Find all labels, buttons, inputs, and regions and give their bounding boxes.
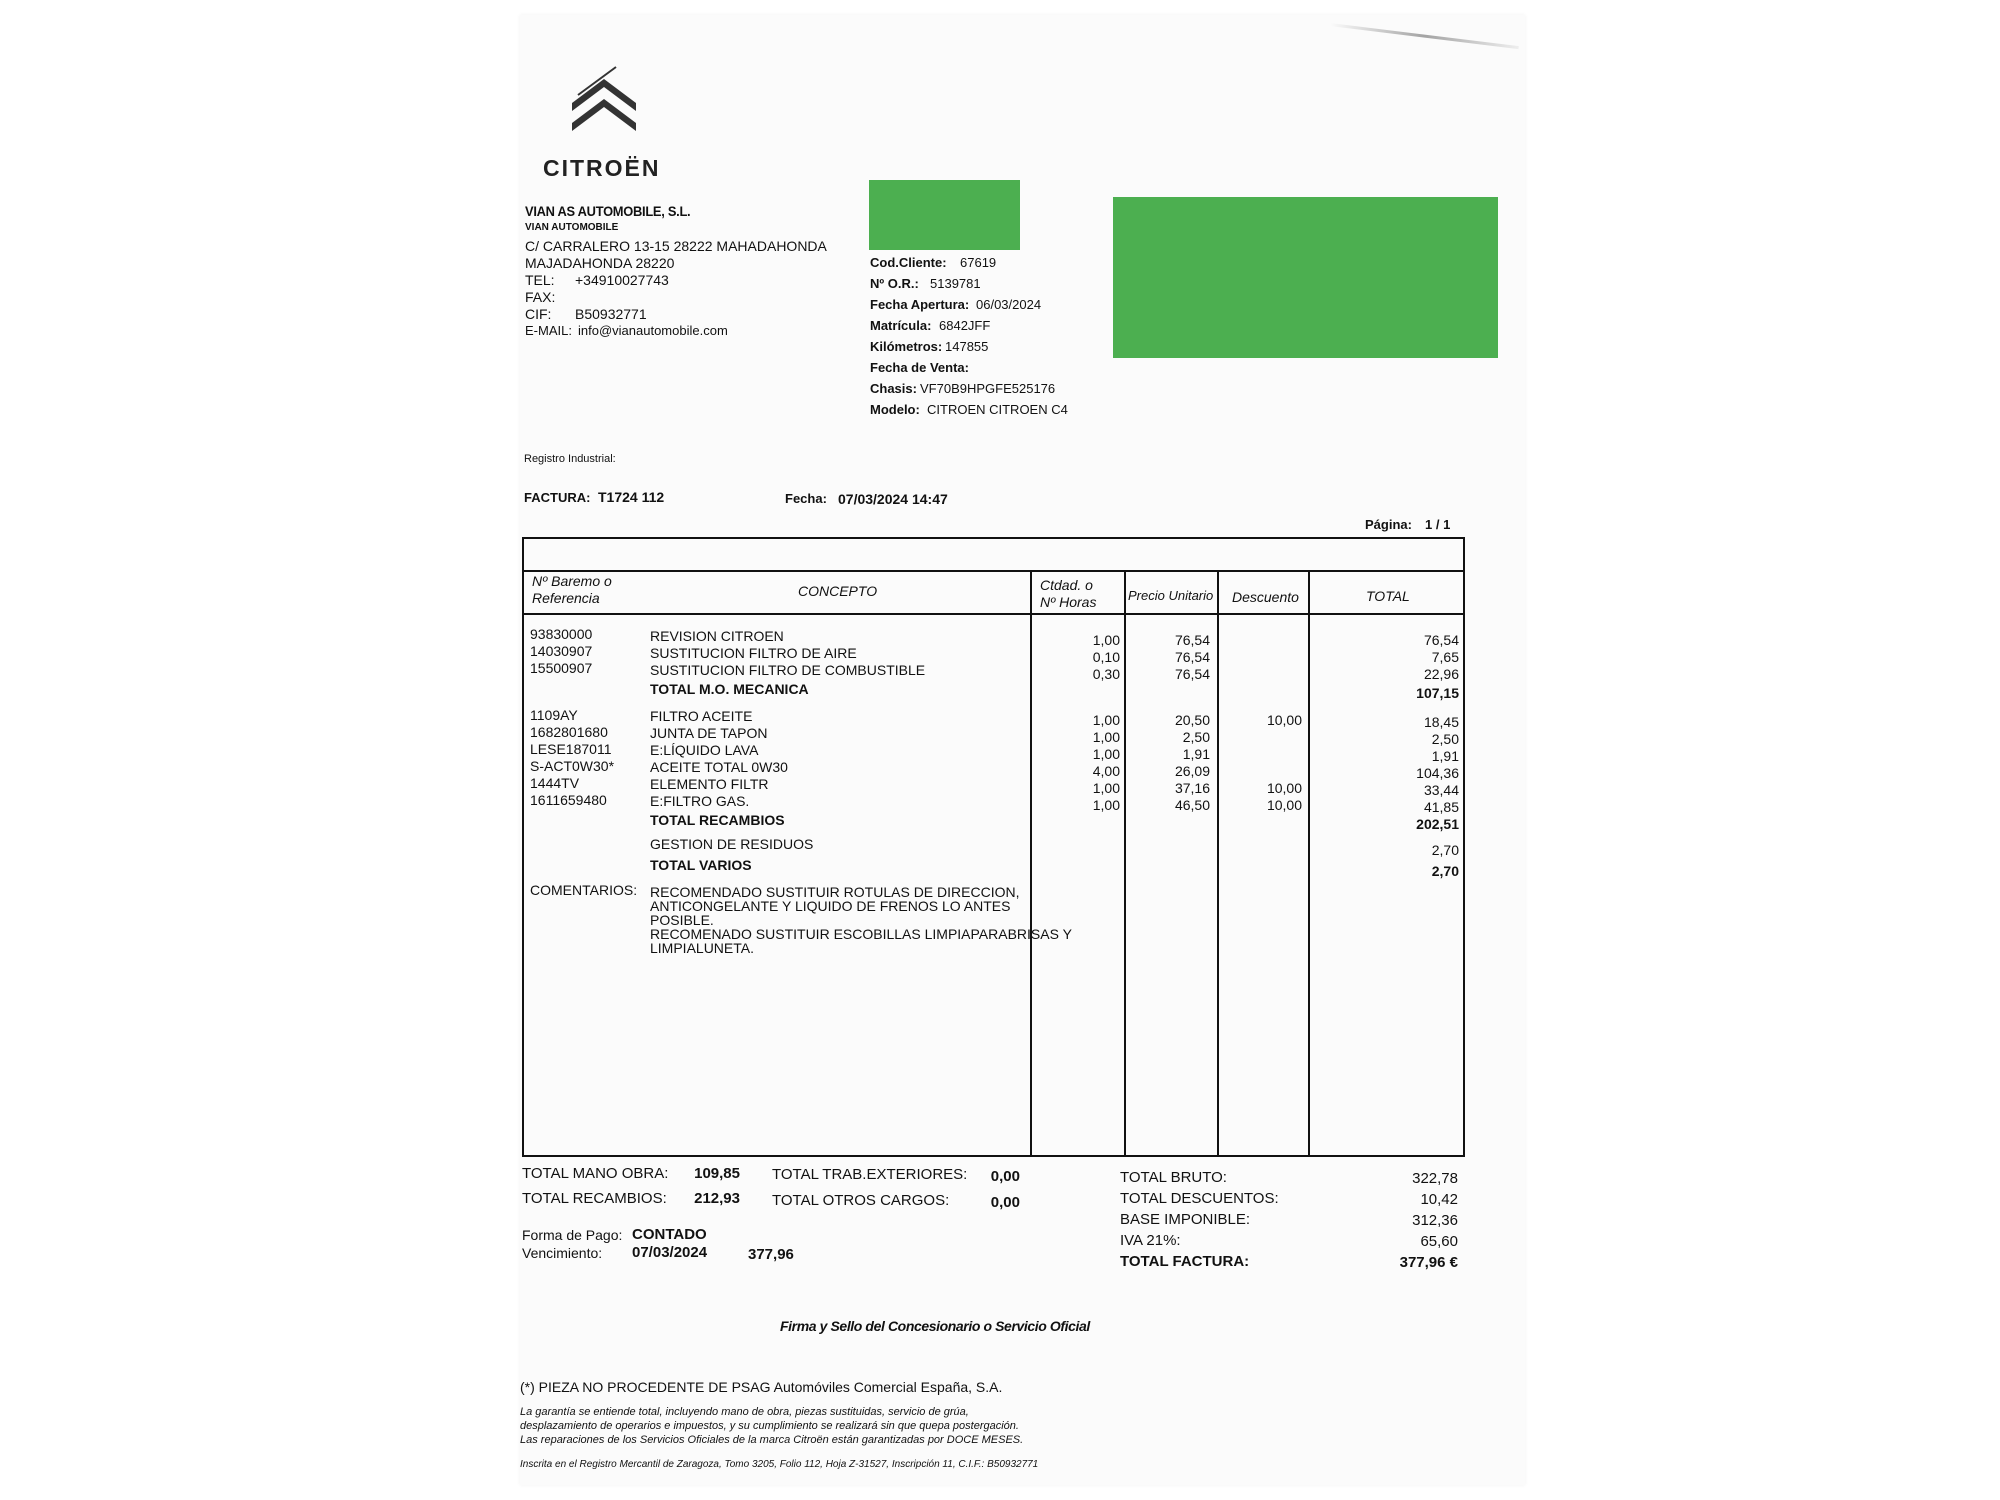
company-tel-label: TEL:	[525, 272, 555, 288]
garantia-line: desplazamiento de operarios e impuestos, y su cumplimiento se realizará sin que quepa postergación.	[520, 1420, 1019, 1432]
row-precio: 46,50	[1174, 797, 1210, 813]
row-concepto: ELEMENTO FILTR	[650, 776, 769, 792]
row-concepto: GESTION DE RESIDUOS	[650, 836, 814, 852]
row-precio: 76,54	[1174, 649, 1210, 665]
row-descuento: 10,00	[1266, 712, 1302, 728]
row-ref: S-ACT0W30*	[530, 758, 615, 774]
company-email-label: E-MAIL:	[525, 323, 572, 338]
fecha-label: Fecha:	[785, 491, 827, 506]
subtotal-varios-value: 2,70	[1431, 863, 1459, 879]
row-total: 1,91	[1431, 748, 1459, 764]
company-cif-label: CIF:	[525, 306, 552, 322]
brand-logo-text: CITROËN	[543, 155, 661, 181]
row-cant: 1,00	[1092, 632, 1120, 648]
matricula-label: Matrícula:	[870, 318, 932, 333]
vencimiento-fecha: 07/03/2024	[632, 1244, 708, 1261]
row-descuento: 10,00	[1266, 797, 1302, 813]
company-short-name: VIAN AUTOMOBILE	[525, 222, 619, 233]
row-precio: 1,91	[1182, 746, 1210, 762]
fecha-value: 07/03/2024 14:47	[838, 491, 948, 507]
modelo-value: CITROEN CITROEN C4	[927, 402, 1068, 417]
modelo-label: Modelo:	[870, 402, 920, 417]
row-precio: 26,09	[1174, 763, 1210, 779]
row-cant: 1,00	[1092, 780, 1120, 796]
total-factura-value: 377,96 €	[1399, 1254, 1458, 1271]
table-top-divider	[522, 570, 1465, 572]
company-fax-label: FAX:	[525, 289, 556, 305]
or-value: 5139781	[930, 276, 981, 291]
firma-sello-label: Firma y Sello del Concesionario o Servicio Oficial	[780, 1318, 1090, 1334]
company-address-line1: C/ CARRALERO 13-15 28222 MAHADAHONDA	[525, 238, 827, 254]
row-precio: 37,16	[1174, 780, 1210, 796]
factura-label: FACTURA:	[524, 490, 591, 505]
total-bruto-value: 322,78	[1412, 1170, 1458, 1187]
row-concepto: SUSTITUCION FILTRO DE AIRE	[650, 645, 857, 661]
iva-label: IVA 21%:	[1120, 1232, 1181, 1249]
row-total: 22,96	[1423, 666, 1459, 682]
total-bruto-label: TOTAL BRUTO:	[1120, 1169, 1227, 1186]
registro-industrial-label: Registro Industrial:	[524, 453, 616, 465]
row-total: 2,50	[1431, 731, 1459, 747]
fecha-venta-label: Fecha de Venta:	[870, 360, 969, 375]
row-ref: 15500907	[530, 660, 593, 676]
subtotal-varios-label: TOTAL VARIOS	[650, 857, 752, 873]
total-trab-exteriores-label: TOTAL TRAB.EXTERIORES:	[772, 1166, 968, 1183]
header-ref-line1: Nº Baremo o	[532, 573, 612, 589]
company-email: info@vianautomobile.com	[578, 323, 728, 338]
redaction-block-small	[869, 180, 1020, 250]
row-concepto: SUSTITUCION FILTRO DE COMBUSTIBLE	[650, 662, 926, 678]
row-ref: 1444TV	[530, 775, 580, 791]
total-trab-exteriores-value: 0,00	[990, 1168, 1020, 1185]
comentario-line: RECOMENADO SUSTITUIR ESCOBILLAS LIMPIAPARABRISAS Y	[650, 926, 1072, 942]
row-concepto: E:LÍQUIDO LAVA	[650, 742, 759, 758]
header-ref-line2: Referencia	[532, 590, 600, 606]
subtotal-mo-value: 107,15	[1416, 685, 1459, 701]
subtotal-mo-label: TOTAL M.O. MECANICA	[650, 681, 809, 697]
column-divider-cant	[1030, 570, 1032, 1157]
row-ref: LESE187011	[530, 741, 612, 757]
comentarios-label: COMENTARIOS:	[530, 882, 638, 898]
comentario-line: RECOMENDADO SUSTITUIR ROTULAS DE DIRECCION,	[650, 884, 1020, 900]
vencimiento-importe: 377,96	[748, 1246, 794, 1263]
company-name: VIAN AS AUTOMOBILE, S.L.	[525, 203, 691, 219]
chasis-value: VF70B9HPGFE525176	[920, 381, 1056, 396]
row-cant: 0,30	[1092, 666, 1120, 682]
cod-cliente-value: 67619	[960, 255, 997, 270]
row-total: 33,44	[1423, 782, 1459, 798]
row-cant: 0,10	[1092, 649, 1120, 665]
column-divider-descuento	[1217, 570, 1219, 1157]
pagina-value: 1 / 1	[1425, 517, 1451, 532]
row-ref: 1682801680	[530, 724, 608, 740]
fecha-apertura-value: 06/03/2024	[976, 297, 1042, 312]
row-total: 7,65	[1431, 649, 1459, 665]
subtotal-recambios-value: 202,51	[1416, 816, 1459, 832]
company-address-line2: MAJADAHONDA 28220	[525, 255, 675, 271]
comentario-line: LIMPIALUNETA.	[650, 940, 754, 956]
row-precio: 20,50	[1174, 712, 1210, 728]
row-total: 18,45	[1423, 714, 1459, 730]
comentario-line: POSIBLE.	[650, 912, 714, 928]
row-total: 2,70	[1431, 842, 1459, 858]
registro-mercantil: Inscrita en el Registro Mercantil de Zaragoza, Tomo 3205, Folio 112, Hoja Z-31527, Inscripción 11, C.I.F.: B50932771	[520, 1459, 1039, 1470]
column-divider-total	[1308, 570, 1310, 1157]
row-ref: 93830000	[530, 626, 593, 642]
paper-crease	[1330, 23, 1519, 49]
row-concepto: ACEITE TOTAL 0W30	[650, 759, 788, 775]
company-cif: B50932771	[575, 306, 647, 322]
forma-pago-value: CONTADO	[632, 1226, 707, 1243]
total-otros-cargos-value: 0,00	[990, 1194, 1020, 1211]
or-label: Nº O.R.:	[870, 276, 919, 291]
comentario-line: ANTICONGELANTE Y LIQUIDO DE FRENOS LO ANTES	[650, 898, 1011, 914]
total-recambios-value: 212,93	[694, 1190, 740, 1207]
total-descuentos-value: 10,42	[1420, 1191, 1458, 1208]
subtotal-recambios-label: TOTAL RECAMBIOS	[650, 812, 785, 828]
row-concepto: E:FILTRO GAS.	[650, 793, 750, 809]
row-total: 41,85	[1423, 799, 1459, 815]
iva-value: 65,60	[1420, 1233, 1458, 1250]
row-ref: 1611659480	[530, 792, 607, 808]
row-precio: 76,54	[1174, 632, 1210, 648]
garantia-line: La garantía se entiende total, incluyendo mano de obra, piezas sustituidas, servicio de grúa,	[520, 1406, 969, 1418]
row-precio: 2,50	[1182, 729, 1210, 745]
citroen-chevrons-icon	[564, 65, 644, 135]
cod-cliente-label: Cod.Cliente:	[870, 255, 947, 270]
row-total: 76,54	[1423, 632, 1459, 648]
row-concepto: REVISION CITROEN	[650, 628, 784, 644]
total-mano-obra-label: TOTAL MANO OBRA:	[522, 1165, 669, 1182]
matricula-value: 6842JFF	[939, 318, 991, 333]
header-cant-line1: Ctdad. o	[1040, 577, 1093, 593]
row-cant: 1,00	[1092, 729, 1120, 745]
total-recambios-label: TOTAL RECAMBIOS:	[522, 1190, 667, 1207]
fecha-apertura-label: Fecha Apertura:	[870, 297, 970, 312]
header-total: TOTAL	[1366, 588, 1410, 604]
table-header-divider	[522, 613, 1465, 615]
kilometros-value: 147855	[945, 339, 989, 354]
row-concepto: FILTRO ACEITE	[650, 708, 753, 724]
kilometros-label: Kilómetros:	[870, 339, 943, 354]
header-descuento: Descuento	[1232, 589, 1299, 605]
forma-pago-label: Forma de Pago:	[522, 1227, 623, 1243]
company-tel: +34910027743	[575, 272, 669, 288]
pieza-disclaimer: (*) PIEZA NO PROCEDENTE DE PSAG Automóviles Comercial España, S.A.	[520, 1379, 1003, 1395]
row-total: 104,36	[1416, 765, 1459, 781]
row-descuento: 10,00	[1266, 780, 1302, 796]
row-cant: 1,00	[1092, 797, 1120, 813]
total-factura-label: TOTAL FACTURA:	[1120, 1253, 1250, 1270]
total-otros-cargos-label: TOTAL OTROS CARGOS:	[772, 1192, 950, 1209]
garantia-line: Las reparaciones de los Servicios Oficiales de la marca Citroën están garantizadas por DOCE MESES.	[520, 1434, 1024, 1446]
base-imponible-label: BASE IMPONIBLE:	[1120, 1211, 1251, 1228]
header-precio: Precio Unitario	[1128, 588, 1214, 603]
total-descuentos-label: TOTAL DESCUENTOS:	[1120, 1190, 1279, 1207]
pagina-label: Página:	[1365, 517, 1412, 532]
row-ref: 1109AY	[530, 707, 578, 723]
invoice-page	[520, 15, 1525, 1485]
factura-number: T1724 112	[598, 489, 665, 505]
row-cant: 4,00	[1092, 763, 1120, 779]
row-precio: 76,54	[1174, 666, 1210, 682]
header-concepto: CONCEPTO	[798, 583, 878, 599]
row-ref: 14030907	[530, 643, 593, 659]
row-concepto: JUNTA DE TAPON	[650, 725, 768, 741]
header-cant-line2: Nº Horas	[1040, 594, 1097, 610]
redaction-block-large	[1113, 197, 1498, 358]
chasis-label: Chasis:	[870, 381, 917, 396]
total-mano-obra-value: 109,85	[694, 1165, 740, 1182]
vencimiento-label: Vencimiento:	[522, 1245, 603, 1261]
base-imponible-value: 312,36	[1412, 1212, 1458, 1229]
row-cant: 1,00	[1092, 746, 1120, 762]
row-cant: 1,00	[1092, 712, 1120, 728]
